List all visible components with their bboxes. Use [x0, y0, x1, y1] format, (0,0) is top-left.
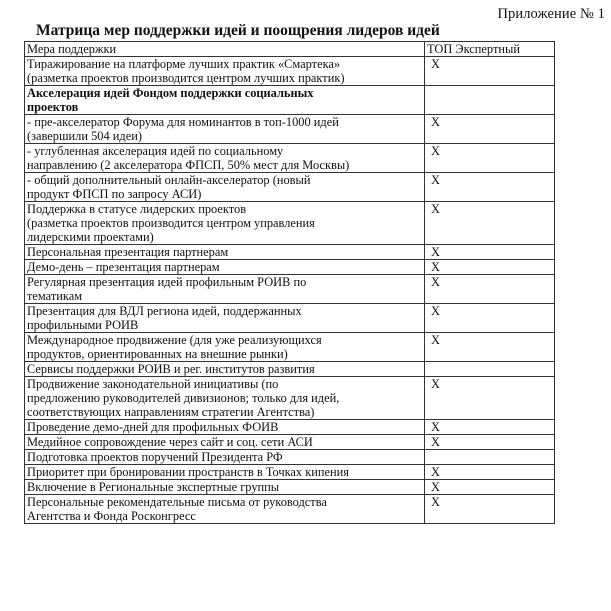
measure-cell — [25, 144, 425, 173]
appendix-label: Приложение № 1 — [497, 6, 605, 22]
table-row — [25, 435, 555, 450]
table-row — [25, 377, 555, 420]
support-measures-table — [24, 41, 555, 524]
measure-cell — [25, 260, 425, 275]
document-title: Матрица мер поддержки идей и поощрения лидеров идей — [36, 22, 440, 39]
measure-text-line: (завершили 504 идеи) — [27, 129, 142, 143]
measure-text-line: Акселерация идей Фондом поддержки социальных — [27, 86, 314, 100]
measure-cell — [25, 333, 425, 362]
measure-text-line: Продвижение законодательной инициативы (по — [27, 377, 279, 391]
measure-cell — [25, 377, 425, 420]
measure-text-line: соответствующих направлениям стратегии Агентства) — [27, 405, 315, 419]
measure-text-line: продуктов, ориентированных на внешние рынки) — [27, 347, 288, 361]
top-expert-mark: X — [425, 480, 555, 495]
measure-cell — [25, 202, 425, 245]
table-row — [25, 144, 555, 173]
measure-text-line: Демо-день – презентация партнерам — [27, 260, 220, 274]
measure-text-line: Подготовка проектов поручений Президента РФ — [27, 450, 283, 464]
measure-cell — [25, 420, 425, 435]
table-row — [25, 480, 555, 495]
measure-cell — [25, 304, 425, 333]
table-row — [25, 86, 555, 115]
measure-text-line: Тиражирование на платформе лучших практик «Смартека» — [27, 57, 341, 71]
measure-cell — [25, 57, 425, 86]
table-row — [25, 115, 555, 144]
table-row — [25, 260, 555, 275]
measure-text-line: (разметка проектов производится центром управления — [27, 216, 315, 230]
header-measure: Мера поддержки — [25, 42, 425, 57]
table-row — [25, 275, 555, 304]
top-expert-mark: X — [425, 245, 555, 260]
measure-text-line: Международное продвижение (для уже реализующихся — [27, 333, 322, 347]
top-expert-mark: X — [425, 435, 555, 450]
table-row — [25, 420, 555, 435]
measure-cell — [25, 115, 425, 144]
table-header-row — [25, 42, 555, 57]
table-row — [25, 202, 555, 245]
measure-text-line: Презентация для ВДЛ региона идей, поддержанных — [27, 304, 302, 318]
table-row — [25, 333, 555, 362]
measure-text-line: Персональные рекомендательные письма от руководства — [27, 495, 327, 509]
top-expert-mark: X — [425, 333, 555, 362]
top-expert-mark: X — [425, 495, 555, 524]
measure-text-line: лидерскими проектами) — [27, 230, 154, 244]
measure-text-line: Поддержка в статусе лидерских проектов — [27, 202, 247, 216]
measure-cell — [25, 173, 425, 202]
table-row — [25, 362, 555, 377]
top-expert-mark: X — [425, 173, 555, 202]
table-row — [25, 450, 555, 465]
measure-cell — [25, 362, 425, 377]
measure-cell — [25, 435, 425, 450]
measure-cell — [25, 86, 425, 115]
measure-text-line: Регулярная презентация идей профильным РОИВ по — [27, 275, 307, 289]
measure-cell — [25, 450, 425, 465]
measure-text-line: Приоритет при бронировании пространств в Точках кипения — [27, 465, 349, 479]
measure-cell — [25, 480, 425, 495]
top-expert-mark: X — [425, 57, 555, 86]
measure-text-line: Проведение демо-дней для профильных ФОИВ — [27, 420, 279, 434]
top-expert-mark: X — [425, 202, 555, 245]
top-expert-mark: X — [425, 144, 555, 173]
measure-text-line: Включение в Региональные экспертные группы — [27, 480, 280, 494]
top-expert-mark — [425, 362, 555, 377]
header-top-expert: ТОП Экспертный — [425, 42, 555, 57]
measure-cell — [25, 495, 425, 524]
top-expert-mark — [425, 450, 555, 465]
measure-text-line: - общий дополнительный онлайн-акселератор (новый — [27, 173, 311, 187]
table-row — [25, 495, 555, 524]
top-expert-mark: X — [425, 377, 555, 420]
measure-text-line: (разметка проектов производится центром лучших практик) — [27, 71, 345, 85]
measure-text-line: предложению руководителей дивизионов; только для идей, — [27, 391, 340, 405]
top-expert-mark: X — [425, 465, 555, 480]
table-row — [25, 173, 555, 202]
table-row — [25, 304, 555, 333]
measure-text-line: проектов — [27, 100, 79, 114]
measure-text-line: Агентства и Фонда Росконгресс — [27, 509, 196, 523]
measure-text-line: - пре-акселератор Форума для номинантов в топ-1000 идей — [27, 115, 339, 129]
measure-cell — [25, 275, 425, 304]
top-expert-mark: X — [425, 420, 555, 435]
measure-text-line: тематикам — [27, 289, 83, 303]
top-expert-mark: X — [425, 115, 555, 144]
measure-text-line: профильными РОИВ — [27, 318, 139, 332]
measure-cell — [25, 465, 425, 480]
top-expert-mark — [425, 86, 555, 115]
measure-text-line: Сервисы поддержки РОИВ и рег. институтов развития — [27, 362, 315, 376]
measure-text-line: Персональная презентация партнерам — [27, 245, 229, 259]
table-row — [25, 245, 555, 260]
top-expert-mark: X — [425, 260, 555, 275]
measure-text-line: - углубленная акселерация идей по социальному — [27, 144, 284, 158]
top-expert-mark: X — [425, 275, 555, 304]
measure-text-line: направлению (2 акселератора ФПСП, 50% мест для Москвы) — [27, 158, 350, 172]
measure-text-line: Медийное сопровождение через сайт и соц. сети АСИ — [27, 435, 313, 449]
measure-cell — [25, 245, 425, 260]
top-expert-mark: X — [425, 304, 555, 333]
table-row — [25, 465, 555, 480]
table-row — [25, 57, 555, 86]
measure-text-line: продукт ФПСП по запросу АСИ) — [27, 187, 202, 201]
